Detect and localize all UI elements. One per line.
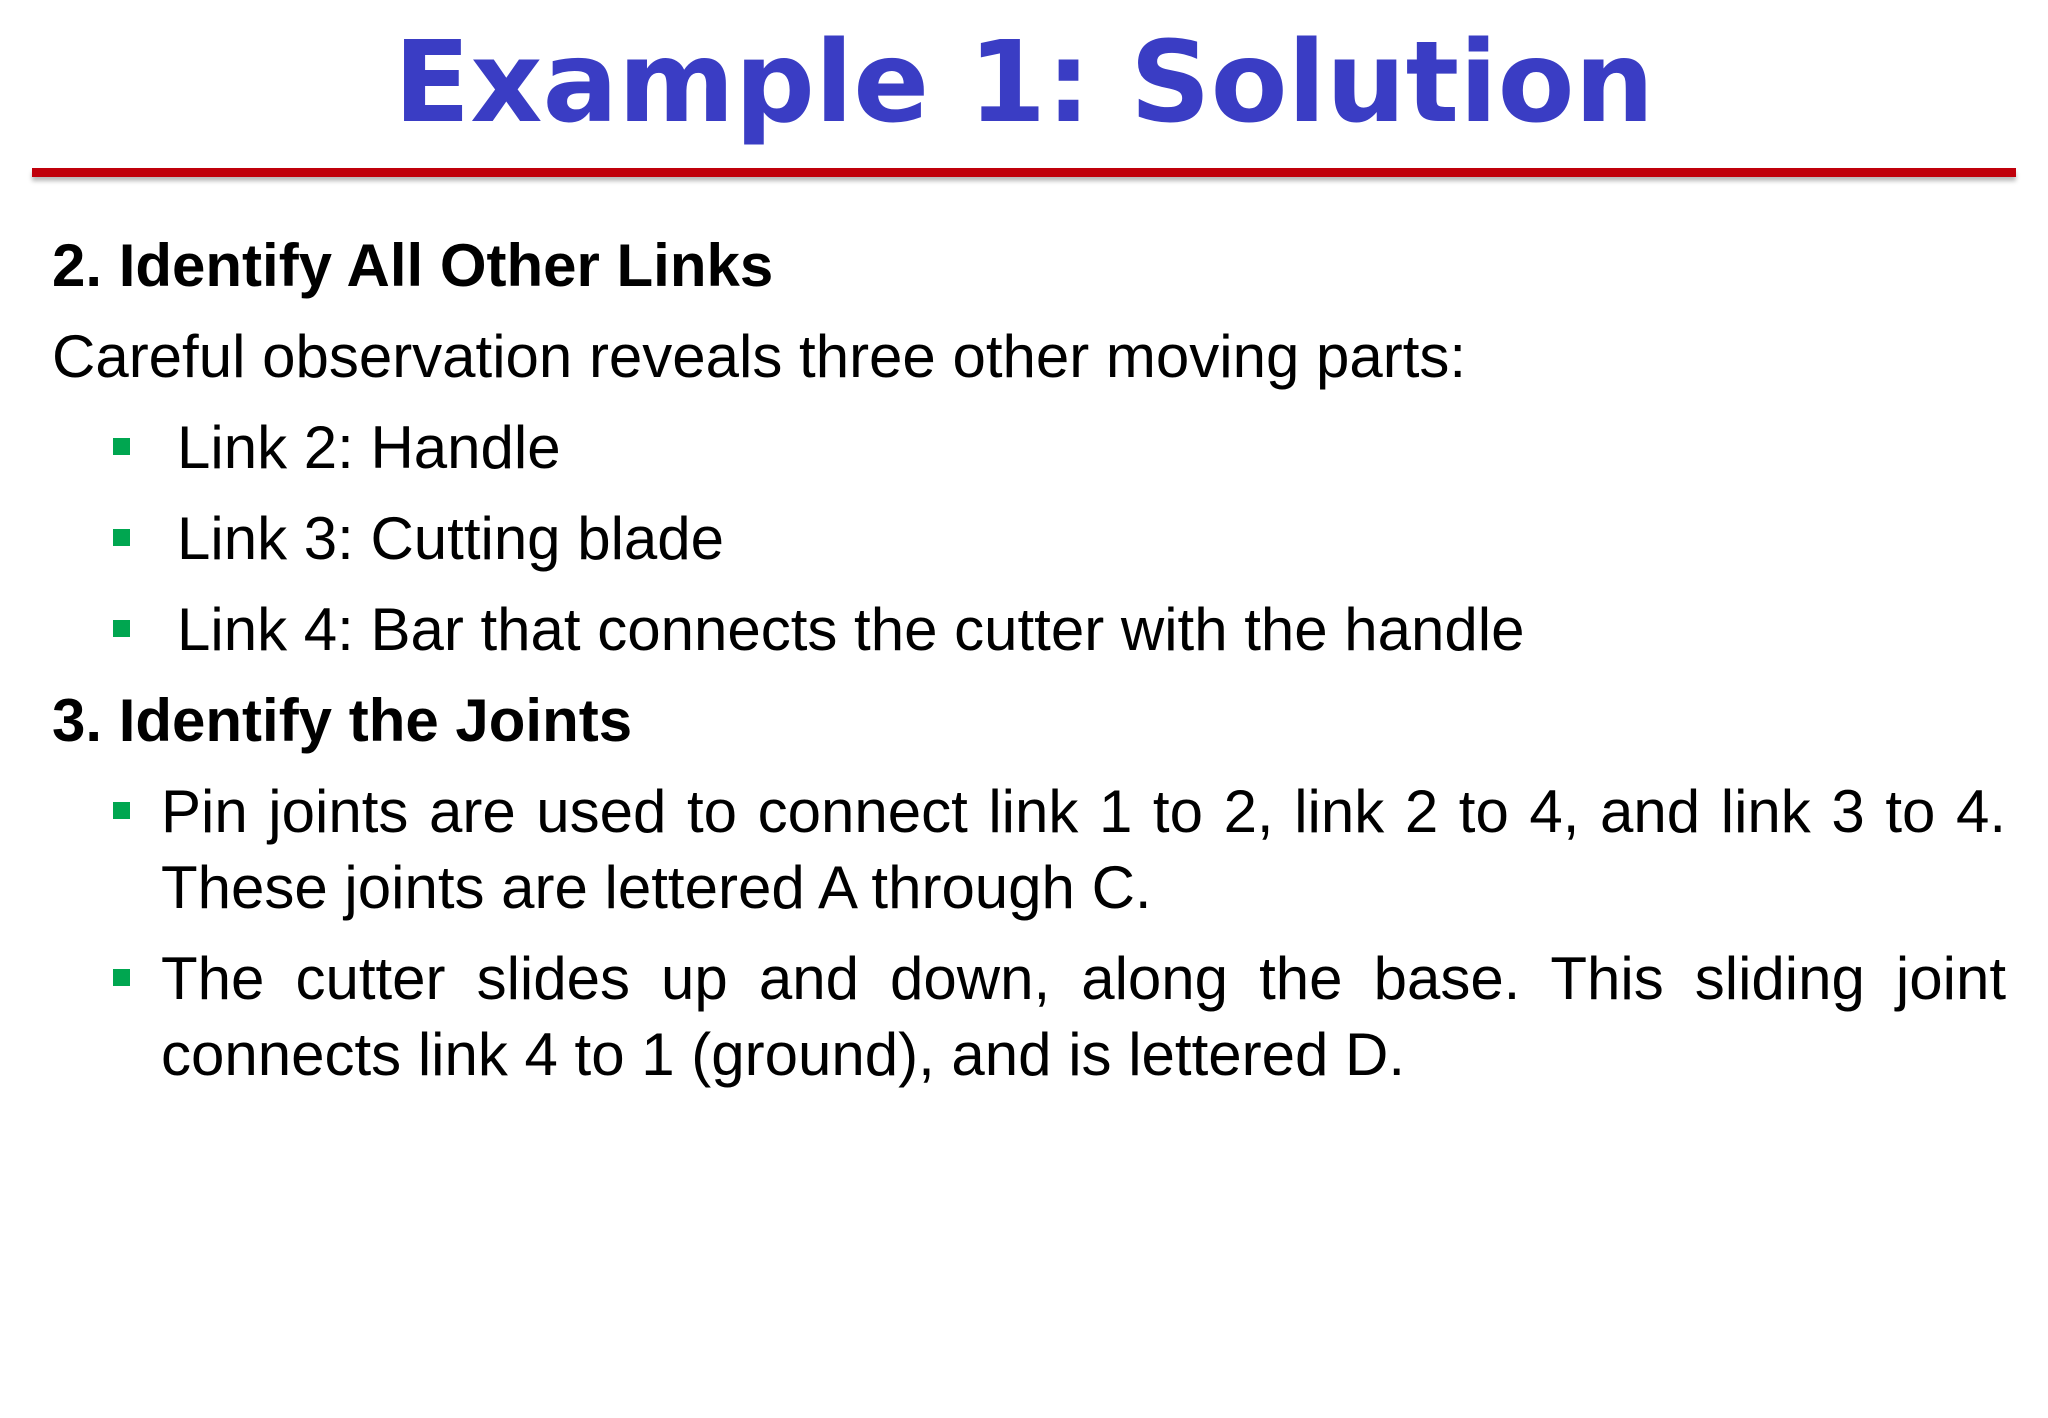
square-bullet-icon <box>113 529 130 546</box>
section-heading-joints: 3. Identify the Joints <box>52 687 633 754</box>
list-item-text: Link 4: Bar that connects the cutter with the handle <box>177 596 1525 663</box>
list-item-text: The cutter slides up and down, along the base. This sliding joint connects link 4 to 1 (ground), and is lettered D. <box>161 945 2006 1088</box>
list-item-text: Link 3: Cutting blade <box>177 505 725 572</box>
joints-list <box>52 774 2012 1093</box>
square-bullet-icon <box>113 802 130 819</box>
list-item <box>52 774 2012 926</box>
list-item <box>52 592 2012 668</box>
square-bullet-icon <box>113 969 130 986</box>
slide-content <box>52 228 2012 1108</box>
section-heading-links: 2. Identify All Other Links <box>52 232 774 299</box>
square-bullet-icon <box>113 620 130 637</box>
list-item-text: Pin joints are used to connect link 1 to 2, link 2 to 4, and link 3 to 4. These joints are lettered A through C. <box>161 778 2006 921</box>
list-item-text: Link 2: Handle <box>177 414 561 481</box>
list-item <box>52 941 2012 1093</box>
section-intro-links: Careful observation reveals three other moving parts: <box>52 323 1467 390</box>
links-list <box>52 410 2012 668</box>
title-divider <box>32 168 2016 177</box>
list-item <box>52 501 2012 577</box>
slide-title: Example 1: Solution <box>393 18 1655 148</box>
list-item <box>52 410 2012 486</box>
square-bullet-icon <box>113 438 130 455</box>
